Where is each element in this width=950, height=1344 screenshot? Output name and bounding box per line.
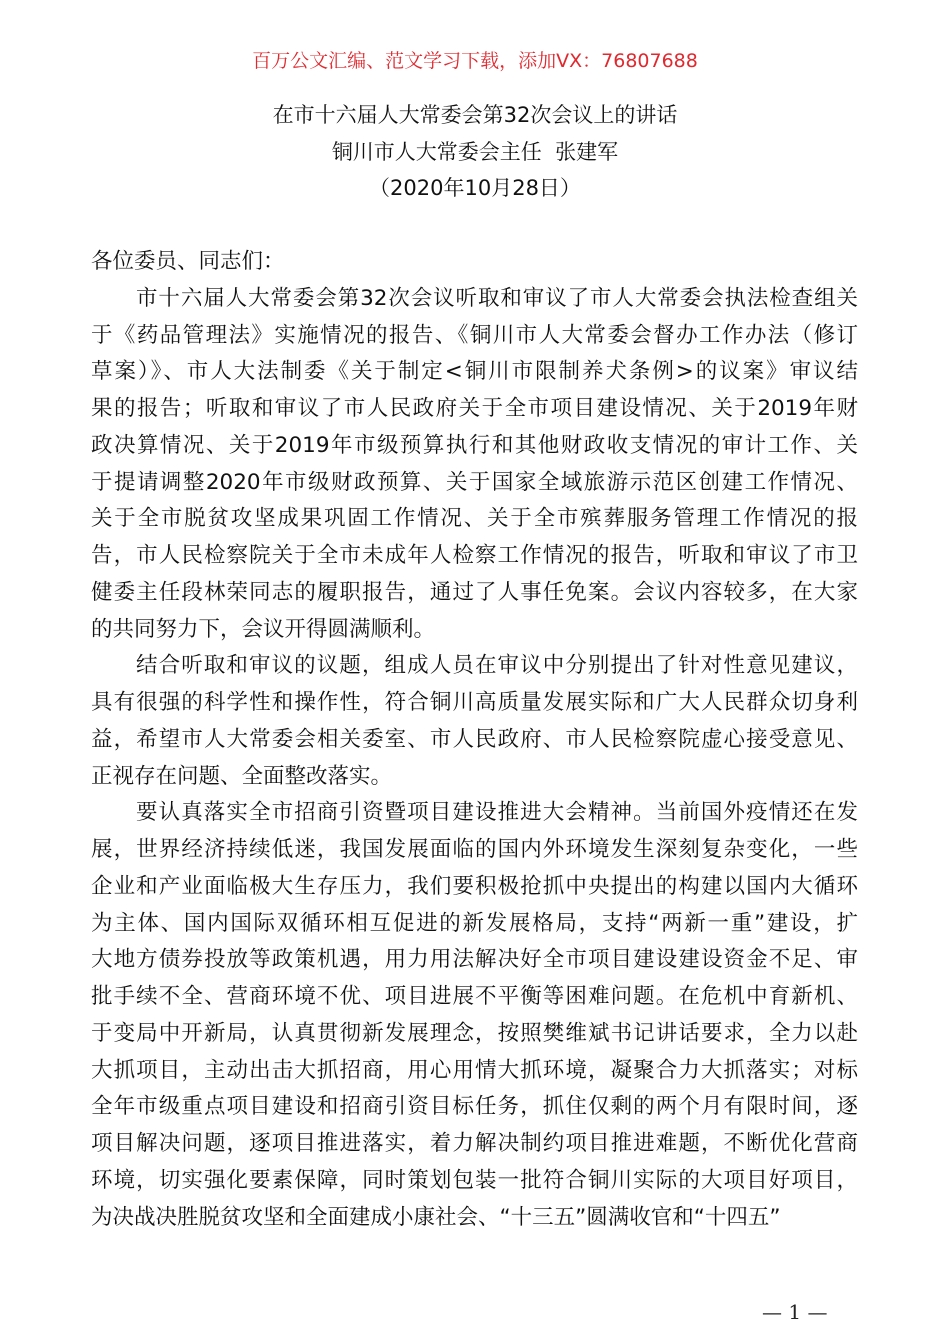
paragraph-line: 于《药品管理法》实施情况的报告、《铜川市人大常委会督办工作办法（修订 [91,322,858,348]
paragraph-line: 全年市级重点项目建设和招商引资目标任务，抓住仅剩的两个月有限时间，逐 [91,1094,858,1120]
paragraph-line: 企业和产业面临极大生存压力，我们要积极抢抓中央提出的构建以国内大循环 [91,873,858,899]
paragraph-line: 为主体、国内国际双循环相互促进的新发展格局，支持“两新一重”建设，扩 [91,910,858,936]
salutation: 各位委员、同志们： [91,249,285,274]
paragraph-line: 项目解决问题，逐项目推进落实，着力解决制约项目推进难题，不断优化营商 [91,1131,858,1156]
paragraph-line: 于提请调整2020年市级财政预算、关于国家全域旅游示范区创建工作情况、 [91,469,858,495]
paragraph-line: 大抓项目，主动出击大抓招商，用心用情大抓环境，凝聚合力大抓落实；对标 [91,1057,858,1083]
paragraph-line: 要认真落实全市招商引资暨项目建设推进大会精神。当前国外疫情还在发 [136,800,858,826]
paragraph-line: 于变局中开新局，认真贯彻新发展理念，按照樊维斌书记讲话要求，全力以赴 [91,1020,858,1046]
speech-date: （2020年10月28日） [369,176,581,200]
speaker-line: 铜川市人大常委会主任 张建军 [331,140,619,164]
paragraph-line: 大地方债券投放等政策机遇，用力用法解决好全市项目建设建设资金不足、审 [91,947,858,973]
paragraph-line: 环境，切实强化要素保障，同时策划包装一批符合铜川实际的大项目好项目， [91,1167,858,1193]
paragraph-line: 果的报告；听取和审议了市人民政府关于全市项目建设情况、关于2019年财 [91,396,858,421]
paragraph-line: 结合听取和审议的议题，组成人员在审议中分别提出了针对性意见建议， [136,653,858,679]
paragraph-line: 草案）》、市人大法制委《关于制定<铜川市限制养犬条例>的议案》审议结 [91,359,858,385]
paragraph-line: 批手续不全、营商环境不优、项目进展不平衡等困难问题。在危机中育新机、 [91,984,858,1009]
document-title: 在市十六届人大常委会第32次会议上的讲话 [272,103,678,127]
paragraph-line: 告，市人民检察院关于全市未成年人检察工作情况的报告，听取和审议了市卫 [91,543,858,568]
paragraph-line: 的共同努力下，会议开得圆满顺利。 [91,616,436,642]
paragraph-line: 正视存在问题、全面整改落实。 [91,763,393,789]
paragraph-line: 益，希望市人大常委会相关委室、市人民政府、市人民检察院虚心接受意见、 [91,726,858,752]
paragraph-line: 展，世界经济持续低迷，我国发展面临的国内外环境发生深刻复杂变化，一些 [91,837,858,862]
paragraph-line: 市十六届人大常委会第32次会议听取和审议了市人大常委会执法检查组关 [136,285,858,311]
document-body [91,244,858,1236]
paragraph-line: 政决算情况、关于2019年市级预算执行和其他财政收支情况的审计工作、关 [91,432,858,458]
paragraph-line: 为决战决胜脱贫攻坚和全面建成小康社会、“十三五”圆满收官和“十四五” [91,1204,781,1230]
paragraph-line: 关于全市脱贫攻坚成果巩固工作情况、关于全市殡葬服务管理工作情况的报 [91,506,858,532]
watermark-banner: 百万公文汇编、范文学习下载，添加VX：76807688 [252,50,698,72]
paragraph-line: 具有很强的科学性和操作性，符合铜川高质量发展实际和广大人民群众切身利 [91,690,858,715]
page-number: — 1 — [762,1300,828,1324]
paragraph-line: 健委主任段林荣同志的履职报告，通过了人事任免案。会议内容较多，在大家 [91,579,858,605]
